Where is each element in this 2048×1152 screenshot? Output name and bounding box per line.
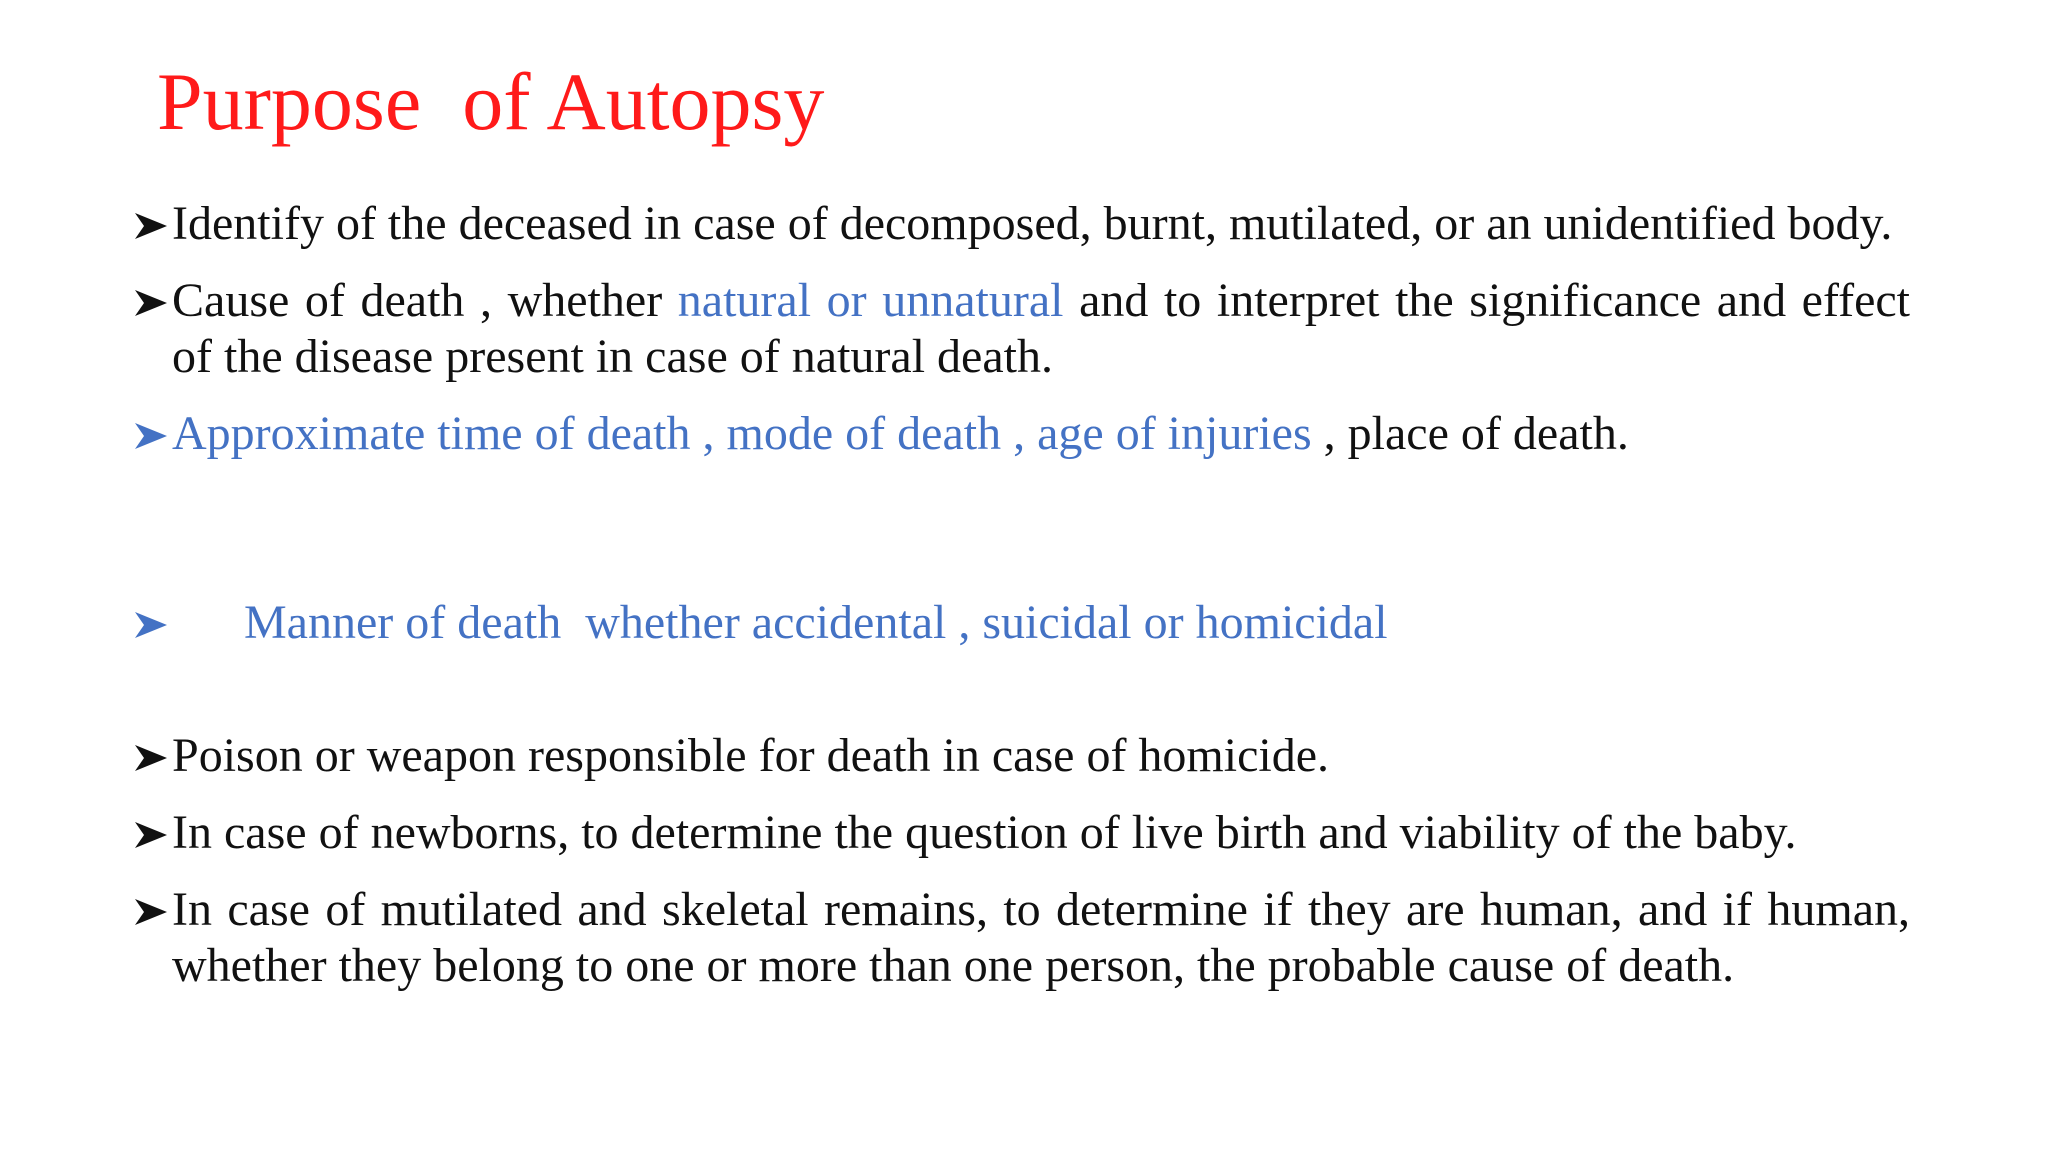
bullet-item	[134, 196, 1910, 252]
bullet-item	[134, 483, 1910, 707]
arrow-bullet-icon	[134, 273, 170, 329]
arrow-bullet-icon	[134, 882, 170, 938]
bullet-item	[134, 882, 1910, 994]
arrow-bullet-icon	[134, 483, 170, 539]
bullet-text	[172, 274, 1910, 383]
bullet-text	[172, 883, 1910, 992]
bullet-highlight: Manner of death whether accidental , suicidal or homicidal	[244, 596, 1388, 649]
bullet-highlight: natural or unnatural	[677, 274, 1064, 327]
arrow-bullet-icon	[134, 406, 170, 462]
bullet-text	[244, 596, 1388, 649]
bullet-text	[172, 729, 1329, 782]
bullet-text	[172, 197, 1892, 250]
arrow-bullet-icon	[134, 728, 170, 784]
bullet-item	[134, 406, 1910, 462]
bullet-segment: , place of death.	[1311, 407, 1629, 460]
bullet-segment: Identify of the deceased in case of decomposed, burnt, mutilated, or an unidentified body.	[172, 197, 1893, 250]
arrow-bullet-icon	[134, 196, 170, 252]
bullet-segment: In case of newborns, to determine the question of live birth and viability of the baby.	[172, 806, 1797, 859]
bullet-segment: In case of mutilated and skeletal remains, to determine if they are human, and if human, whether they belong to one or more than one person, the probable cause of death.	[172, 883, 1910, 992]
bullet-item	[134, 728, 1910, 784]
bullet-list	[134, 196, 1910, 994]
bullet-segment: Poison or weapon responsible for death in case of homicide.	[172, 729, 1330, 782]
bullet-item	[134, 805, 1910, 861]
arrow-bullet-icon	[134, 805, 170, 861]
bullet-highlight: Approximate time of death , mode of death , age of injuries	[172, 407, 1312, 460]
bullet-segment: Cause of death , whether	[172, 274, 678, 327]
slide-title: Purpose of Autopsy	[157, 56, 825, 147]
bullet-text	[172, 407, 1629, 460]
bullet-item	[134, 273, 1910, 385]
bullet-text	[172, 806, 1796, 859]
bullet-segment: and to interpret the significance and effect of the disease present in case of natural death.	[172, 274, 1911, 383]
